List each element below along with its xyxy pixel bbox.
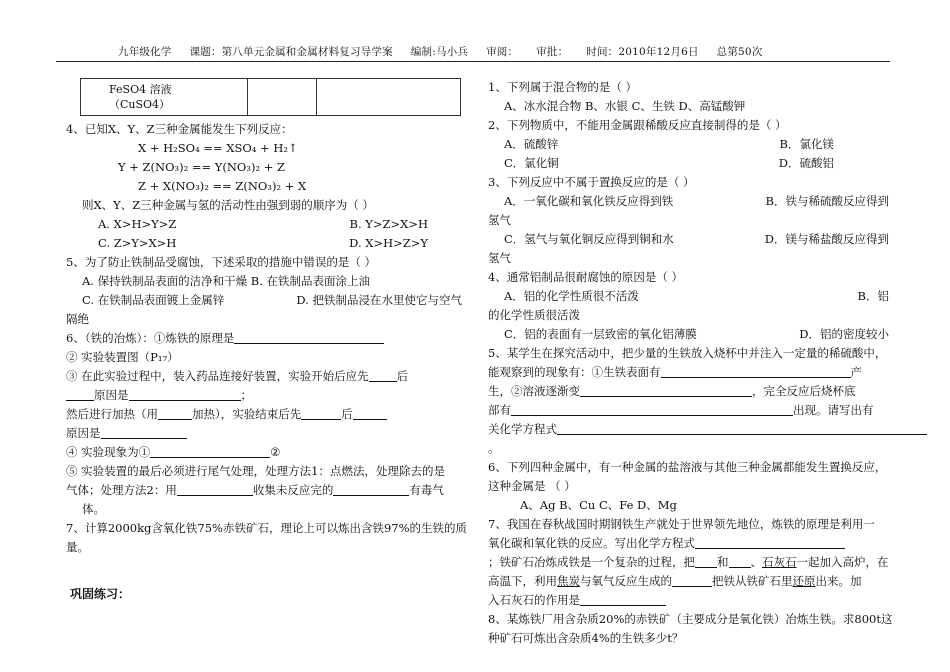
r-q2-stem: 2、下列物质中，不能用金属跟稀酸反应直接制得的是（ ）: [488, 118, 787, 132]
r-q5-text: 关化学方程式: [488, 422, 557, 436]
r-q5-text: 出现。请写出有: [793, 403, 874, 417]
page-header: [118, 44, 818, 59]
r-q7-text: 和: [717, 555, 729, 569]
q6-text: 有毒气: [409, 483, 444, 497]
answer-blank[interactable]: [580, 383, 752, 397]
table-cell: [81, 79, 248, 116]
r-q4-options-cd: [488, 325, 889, 344]
right-column: [488, 78, 893, 648]
answer-blank[interactable]: [369, 368, 397, 382]
r-q5-line-5: [488, 420, 888, 439]
q6-text: ②: [270, 445, 281, 459]
r-q5-line-3: [488, 382, 888, 401]
r-q7-text: 把铁从铁矿石里: [712, 574, 793, 588]
answer-blank[interactable]: [158, 406, 192, 420]
r-q8-line-1: 8、某炼铁厂用含杂质20%的赤铁矿（主要成分是氧化铁）冶炼生铁。求800t这: [488, 612, 893, 626]
r-q7-underlined: 还原: [792, 574, 816, 588]
r-q2-options-ab: [488, 135, 834, 154]
r-q5-text: 生，②溶液逐渐变: [488, 384, 580, 398]
table-cell-line: FeSO4 溶液: [109, 83, 172, 96]
q4-option-c: C. Z>Y>X>H: [98, 236, 177, 250]
q6-item-2: ② 实验装置图（P₁₇）: [66, 350, 179, 364]
r-q2-options-cd: [488, 154, 834, 173]
r-q7-text: ；铁矿石冶炼成铁是一个复杂的过程，把: [488, 555, 695, 569]
header-topic: 课题：第八单元金属和金属材料复习导学案: [189, 46, 393, 58]
q5-option-c: C. 在铁制品表面镀上金属锌: [82, 293, 225, 307]
answer-blank[interactable]: [301, 406, 341, 420]
answer-blank[interactable]: [101, 425, 187, 439]
q6-text: 气体；处理方法2：用: [66, 483, 177, 497]
r-q6-options: A、Ag B、Cu C、Fe D、Mg: [520, 498, 677, 512]
answer-blank[interactable]: [333, 482, 409, 496]
left-column: [66, 78, 468, 557]
r-q5-text: 部有: [488, 403, 511, 417]
q6-text: 然后进行加热（用: [66, 407, 158, 421]
r-q3-option-b: B．铁与稀硫酸反应得到: [765, 194, 889, 208]
r-q3-option-d-cont: 氢气: [488, 251, 511, 265]
q7-line-2: 量。: [66, 540, 89, 554]
q6-text: 后: [396, 369, 409, 383]
q6-stem-text: 6、（铁的冶炼）：①炼铁的原理是: [66, 331, 235, 345]
r-q3-option-d: D．镁与稀盐酸反应得到: [764, 232, 889, 246]
r-q4-option-a: A．铝的化学性质很不活泼: [504, 289, 639, 303]
q6-text: ④ 实验现象为①: [66, 445, 151, 459]
header-count: 总第50次: [716, 46, 763, 58]
r-q7-text: 一起加入高炉，在: [796, 555, 889, 569]
r-q4-stem: 4、通常铝制品很耐腐蚀的原因是（ ）: [488, 270, 683, 284]
r-q7-line-4: [488, 572, 888, 591]
r-q5-line-2: [488, 363, 888, 382]
q5-options-ab: A. 保持铁制品表面的洁净和干燥 B. 在铁制品表面涂上油: [82, 274, 371, 288]
table-cell-empty: [247, 79, 316, 116]
r-q7-text: 入石灰石的作用是: [488, 593, 580, 607]
r-q3-option-b-cont: 氢气: [488, 213, 511, 227]
q4-option-b: B. Y>Z>X>H: [349, 217, 428, 231]
r-q6-line-2: 这种金属是 （ ）: [488, 479, 576, 493]
q6-item-3: [66, 367, 461, 386]
r-q7-line-5: [488, 591, 888, 610]
r-q7-text: 高温下，利用: [488, 574, 557, 588]
r-q3-option-a: A．一氧化碳和氧化铁反应得到铁: [504, 194, 674, 208]
q6-text: 后: [341, 407, 353, 421]
q6-text: ；: [240, 388, 252, 402]
r-q7-text: 与氧气反应生成的: [580, 574, 672, 588]
r-q7-text: 、: [750, 555, 762, 569]
r-q2-option-d: D．硫酸铝: [778, 156, 834, 170]
answer-blank[interactable]: [129, 387, 241, 401]
r-q1-options: A、冰水混合物 B、水银 C、生铁 D、高锰酸钾: [504, 99, 746, 113]
reagent-table: [80, 78, 461, 116]
q4-reaction-2: Y + Z(NO₃)₂ == Y(NO₃)₂ + Z: [118, 160, 286, 174]
q5-stem: 5、为了防止铁制品受腐蚀，下述采取的措施中错误的是（ ）: [66, 255, 376, 269]
table-cell-line: （CuSO4）: [109, 98, 171, 111]
r-q5-line-4: [488, 401, 888, 420]
q5-option-d: D. 把铁制品浸在水里使它与空气: [296, 293, 462, 307]
q6-item-4: [66, 443, 461, 462]
answer-blank[interactable]: [672, 573, 712, 587]
r-q4-option-d: D．铝的密度较小: [799, 327, 889, 341]
q4-stem: 4、已知X、Y、Z三种金属能发生下列反应：: [66, 122, 293, 136]
r-q5-text: 能观察到的现象有：①生铁表面有: [488, 365, 661, 379]
r-q1-stem: 1、下列属于混合物的是（ ）: [488, 80, 637, 94]
q6-text: 原因是: [66, 426, 101, 440]
q6-item-3-cont: [66, 386, 461, 405]
table-row: [81, 79, 461, 116]
header-grade: 九年级化学: [118, 46, 172, 58]
r-q3-option-c: C．氢气与氧化铜反应得到铜和水: [504, 232, 674, 246]
q6-text: ③ 在此实验过程中，装入药品连接好装置，实验开始后应先: [66, 369, 369, 383]
r-q7-line-2: [488, 534, 888, 553]
answer-blank[interactable]: [234, 330, 384, 344]
answer-blank[interactable]: [150, 444, 270, 458]
q4-option-d: D. X>H>Z>Y: [349, 236, 428, 250]
header-rule: [56, 61, 890, 62]
r-q2-option-c: C．氯化铜: [504, 156, 559, 170]
r-q7-text: 出来。加: [815, 574, 862, 588]
r-q3-stem: 3、下列反应中不属于置换反应的是（ ）: [488, 175, 695, 189]
consolidation-heading: 巩固练习：: [70, 587, 131, 601]
r-q7-line-1: 7、我国在春秋战国时期钢铁生产就处于世界领先地位，炼铁的原理是利用一: [488, 517, 875, 531]
r-q5-text: ，完全反应后烧杯底: [752, 384, 856, 398]
r-q7-line-3: [488, 553, 888, 572]
r-q7-underlined: 石灰石: [762, 555, 797, 569]
header-review: 审阅：: [486, 46, 519, 58]
answer-blank[interactable]: [695, 535, 845, 549]
q6-item-5-end: 体。: [82, 502, 105, 516]
q5-option-d-cont: 隔绝: [66, 312, 89, 326]
q6-text: 收集未反应完的: [252, 483, 334, 497]
answer-blank[interactable]: [729, 554, 751, 568]
r-q3-options-ab: [488, 192, 889, 211]
answer-blank[interactable]: [557, 421, 927, 435]
table-cell-empty: [317, 79, 461, 116]
r-q7-underlined: 焦炭: [557, 574, 580, 588]
r-q5-text: 产: [850, 365, 862, 379]
r-q2-option-b: B．氯化镁: [779, 137, 834, 151]
header-approve: 审批：: [536, 46, 569, 58]
q6-text: 加热），实验结束后先: [192, 407, 302, 421]
q4-ask: 则X、Y、Z三种金属与氢的活动性由强到弱的顺序为（ ）: [82, 198, 374, 212]
answer-blank[interactable]: [177, 482, 253, 496]
r-q5-line-6: 。: [488, 441, 500, 455]
header-time: 时间：2010年12月6日: [586, 46, 699, 58]
answer-blank[interactable]: [580, 592, 666, 606]
q4-options-cd: [66, 234, 428, 253]
r-q7-text: 氧化碳和氧化铁的反应。写出化学方程式: [488, 536, 695, 550]
q6-item-3-reason: [66, 424, 461, 443]
answer-blank[interactable]: [353, 406, 387, 420]
answer-blank[interactable]: [695, 554, 717, 568]
r-q4-option-b-cont: 的化学性质很活泼: [488, 308, 580, 322]
q5-options-cd: [66, 291, 462, 310]
q6-item-3-heat: [66, 405, 461, 424]
q4-reaction-1: X + H₂SO₄ == XSO₄ + H₂↑: [138, 141, 298, 155]
q6-item-5: ⑤ 实验装置的最后必须进行尾气处理，处理方法1：点燃法，处理除去的是: [66, 464, 445, 478]
r-q4-option-c: C．铝的表面有一层致密的氧化铝薄膜: [504, 327, 697, 341]
r-q8-line-2: 种矿石可炼出含杂质4%的生铁多少t？: [488, 631, 684, 645]
answer-blank[interactable]: [66, 387, 94, 401]
r-q4-option-b: B．铝: [857, 289, 889, 303]
q7-line-1: 7、计算2000kg含氧化铁75%赤铁矿石，理论上可以炼出含铁97%的生铁的质: [66, 521, 468, 535]
q4-reaction-3: Z + X(NO₃)₂ == Z(NO₃)₂ + X: [138, 179, 307, 193]
q4-options-ab: [66, 215, 428, 234]
q4-option-a: A. X>H>Y>Z: [98, 217, 177, 231]
q6-item-5-cont: [66, 481, 461, 500]
r-q2-option-a: A．硫酸锌: [504, 137, 559, 151]
r-q4-options-ab: [488, 287, 889, 306]
q6-stem: [66, 329, 461, 348]
r-q5-line-1: 5、某学生在探究活动中，把少量的生铁放入烧杯中并注入一定量的稀硫酸中，: [488, 346, 887, 360]
r-q3-options-cd: [488, 230, 889, 249]
header-editor: 编制:马小兵: [410, 46, 469, 58]
answer-blank[interactable]: [661, 364, 851, 378]
answer-blank[interactable]: [511, 402, 793, 416]
q6-text: 原因是: [94, 388, 129, 402]
r-q6-line-1: 6、下列四种金属中，有一种金属的盐溶液与其他三种金属都能发生置换反应，: [488, 460, 887, 474]
